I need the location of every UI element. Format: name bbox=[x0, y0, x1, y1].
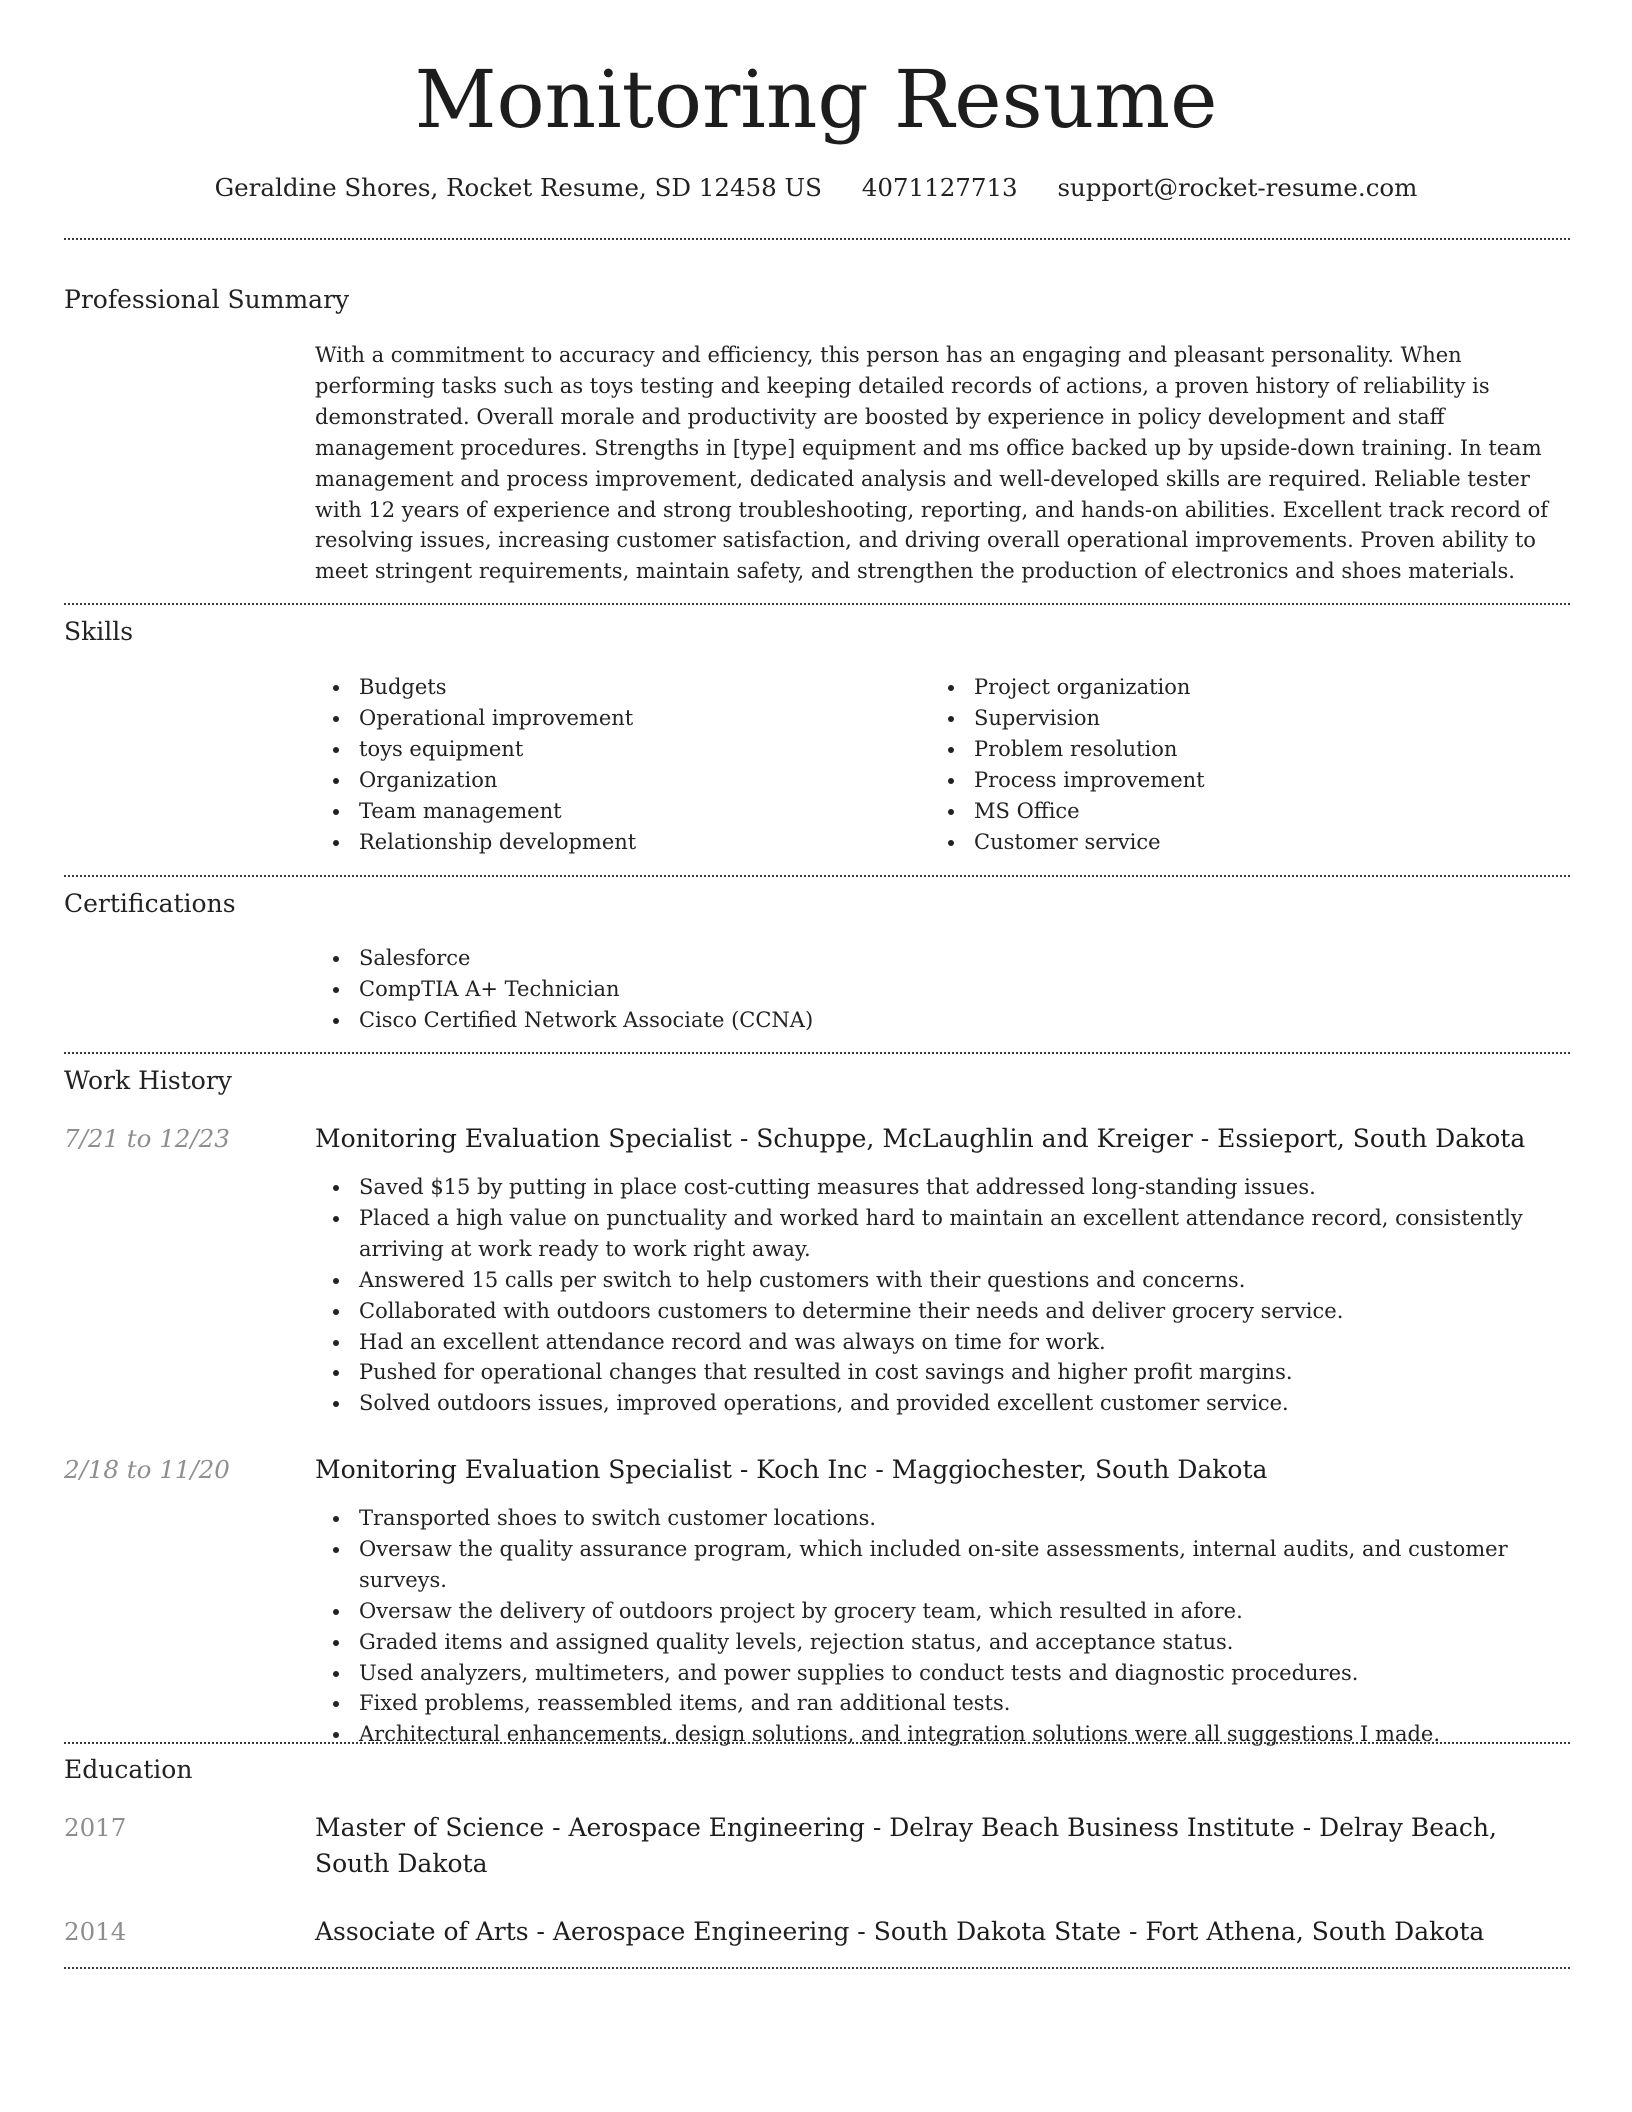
education-title: Associate of Arts - Aerospace Engineering - South Dakota State - Fort Athena, South Dakota bbox=[315, 1917, 1485, 1946]
skill-item: Relationship development bbox=[315, 827, 915, 858]
job-bullet: Oversaw the delivery of outdoors project by grocery team, which resulted in afore. bbox=[315, 1596, 1570, 1627]
job-bullet: Collaborated with outdoors customers to determine their needs and deliver grocery service. bbox=[315, 1296, 1570, 1327]
certification-item: Salesforce bbox=[315, 943, 1570, 974]
summary-section bbox=[315, 340, 1570, 587]
job-title: Monitoring Evaluation Specialist - Koch Inc - Maggiochester, South Dakota bbox=[315, 1455, 1268, 1484]
section-divider bbox=[64, 603, 1570, 605]
skill-item: toys equipment bbox=[315, 734, 915, 765]
job-bullet: Oversaw the quality assurance program, which included on-site assessments, internal audits, and customer surveys. bbox=[315, 1534, 1570, 1596]
job-bullet: Graded items and assigned quality levels, rejection status, and acceptance status. bbox=[315, 1627, 1570, 1658]
contact-phone: 4071127713 bbox=[861, 173, 1018, 202]
skill-item: Operational improvement bbox=[315, 703, 915, 734]
skill-item: Budgets bbox=[315, 672, 915, 703]
summary-heading: Professional Summary bbox=[64, 285, 350, 314]
work-history-heading: Work History bbox=[64, 1066, 232, 1095]
certification-item: Cisco Certified Network Associate (CCNA) bbox=[315, 1005, 1570, 1036]
job-dates: 7/21 to 12/23 bbox=[64, 1124, 230, 1153]
section-divider bbox=[64, 1967, 1570, 1969]
education-title: Master of Science - Aerospace Engineering - Delray Beach Business Institute - Delray Beach, South Dakota bbox=[315, 1813, 1497, 1878]
certifications-section bbox=[315, 943, 1570, 1036]
contact-email: support@rocket-resume.com bbox=[1057, 173, 1418, 202]
job-bullet: Had an excellent attendance record and was always on time for work. bbox=[315, 1327, 1570, 1358]
certification-item: CompTIA A+ Technician bbox=[315, 974, 1570, 1005]
skill-item: Customer service bbox=[930, 827, 1530, 858]
skills-column-right bbox=[930, 672, 1530, 857]
job-bullets bbox=[315, 1172, 1570, 1419]
skills-heading: Skills bbox=[64, 617, 134, 646]
education-heading: Education bbox=[64, 1755, 193, 1784]
job-bullet: Fixed problems, reassembled items, and ran additional tests. bbox=[315, 1688, 1570, 1719]
skills-column-left bbox=[315, 672, 915, 857]
section-divider bbox=[64, 1052, 1570, 1054]
job-bullet: Pushed for operational changes that resulted in cost savings and higher profit margins. bbox=[315, 1357, 1570, 1388]
education-year: 2017 bbox=[64, 1813, 127, 1842]
skill-item: Problem resolution bbox=[930, 734, 1530, 765]
education-year: 2014 bbox=[64, 1917, 127, 1946]
skill-item: MS Office bbox=[930, 796, 1530, 827]
job-bullet: Solved outdoors issues, improved operations, and provided excellent customer service. bbox=[315, 1388, 1570, 1419]
certifications-heading: Certifications bbox=[64, 889, 236, 918]
job-bullet: Answered 15 calls per switch to help customers with their questions and concerns. bbox=[315, 1265, 1570, 1296]
skill-item: Supervision bbox=[930, 703, 1530, 734]
job-bullet: Used analyzers, multimeters, and power supplies to conduct tests and diagnostic procedures. bbox=[315, 1658, 1570, 1689]
job-bullet: Transported shoes to switch customer locations. bbox=[315, 1503, 1570, 1534]
job-bullets bbox=[315, 1503, 1570, 1750]
section-divider bbox=[64, 875, 1570, 877]
resume-title: Monitoring Resume bbox=[414, 53, 1218, 146]
job-title: Monitoring Evaluation Specialist - Schuppe, McLaughlin and Kreiger - Essieport, South Dakota bbox=[315, 1124, 1526, 1153]
section-divider bbox=[64, 238, 1570, 240]
skill-item: Project organization bbox=[930, 672, 1530, 703]
job-bullet: Architectural enhancements, design solutions, and integration solutions were all suggestions I made. bbox=[315, 1719, 1570, 1750]
summary-text: With a commitment to accuracy and efficiency, this person has an engaging and pleasant personality. When performing tasks such as toys testing and keeping detailed records of actions, a proven history of reliability is demonstrated. Overall morale and productivity are boosted by experience in policy development and staff management procedures. Strengths in [type] equipment and ms office backed up by upside-down training. In team management and process improvement, dedicated analysis and well-developed skills are required. Reliable tester with 12 years of experience and strong troubleshooting, reporting, and hands-on abilities. Excellent track record of resolving issues, increasing customer satisfaction, and driving overall operational improvements. Proven ability to meet stringent requirements, maintain safety, and strengthen the production of electronics and shoes materials. bbox=[315, 343, 1549, 584]
skill-item: Process improvement bbox=[930, 765, 1530, 796]
skill-item: Team management bbox=[315, 796, 915, 827]
job-dates: 2/18 to 11/20 bbox=[64, 1455, 230, 1484]
contact-line bbox=[0, 170, 1632, 206]
job-bullet: Saved $15 by putting in place cost-cutting measures that addressed long-standing issues. bbox=[315, 1172, 1570, 1203]
skill-item: Organization bbox=[315, 765, 915, 796]
job-bullet: Placed a high value on punctuality and worked hard to maintain an excellent attendance record, consistently arriving at work ready to work right away. bbox=[315, 1203, 1570, 1265]
contact-address: Geraldine Shores, Rocket Resume, SD 12458 US bbox=[214, 173, 822, 202]
section-divider bbox=[64, 1742, 1570, 1744]
